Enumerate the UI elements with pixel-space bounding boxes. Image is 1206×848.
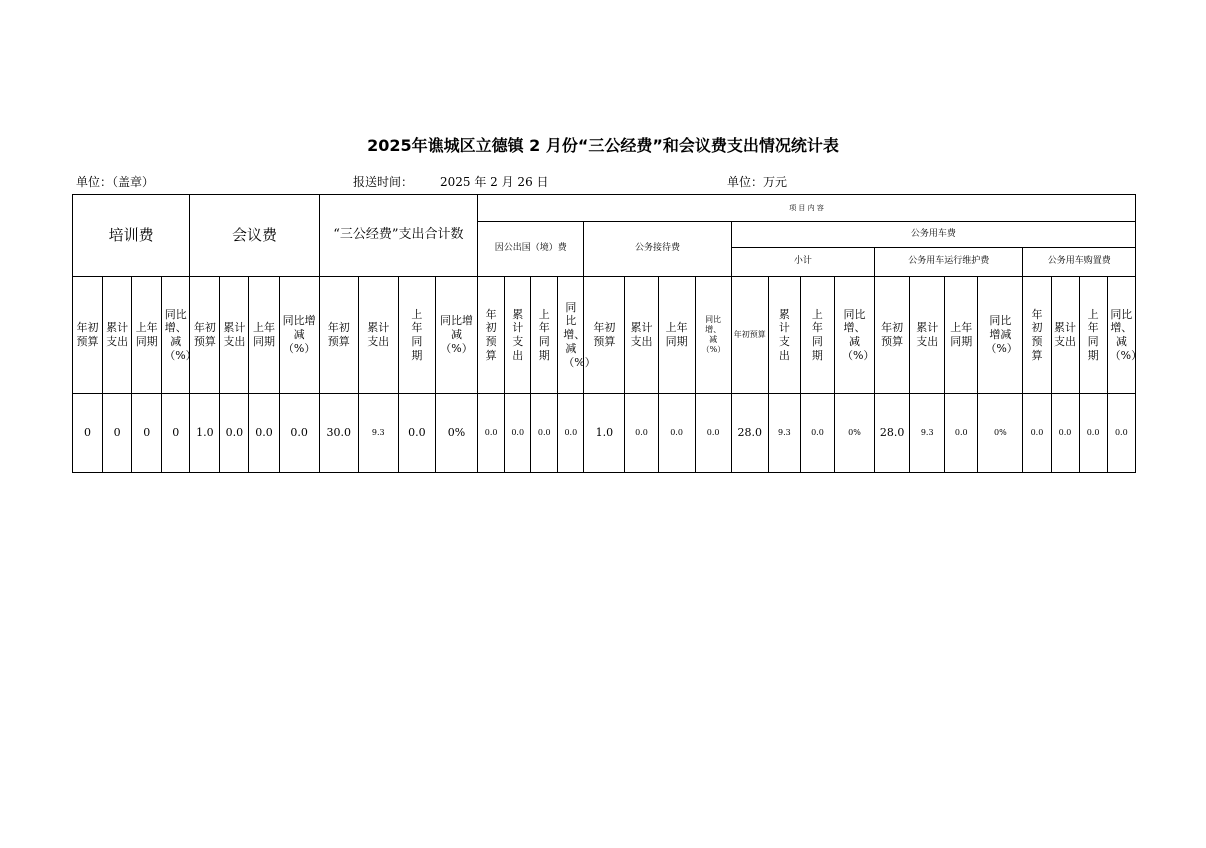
table-cell: 9.3 <box>768 394 800 473</box>
col-last-year: 上年同期 <box>398 277 435 394</box>
col-budget: 年初预算 <box>73 277 103 394</box>
table-row <box>73 394 1136 473</box>
col-yoy: 同比增、减（%） <box>162 277 190 394</box>
table-cell: 1.0 <box>190 394 220 473</box>
table-cell: 0 <box>162 394 190 473</box>
table-cell: 0 <box>132 394 162 473</box>
currency-unit-label: 单位：万元 <box>727 175 788 189</box>
col-yoy: 同比增减（%） <box>978 277 1023 394</box>
table-cell: 0.0 <box>625 394 658 473</box>
table-cell: 0.0 <box>1079 394 1107 473</box>
col-budget: 年初预算 <box>875 277 910 394</box>
table-cell: 0.0 <box>800 394 834 473</box>
header-reception: 公务接待费 <box>584 222 731 277</box>
table-cell: 0.0 <box>945 394 978 473</box>
expense-table <box>72 194 1143 473</box>
col-budget: 年初预算 <box>319 277 358 394</box>
table-cell: 0% <box>834 394 874 473</box>
col-last-year: 上年同期 <box>945 277 978 394</box>
header-meeting: 会议费 <box>190 195 319 277</box>
header-vehicle: 公务用车费 <box>731 222 1135 248</box>
table-cell: 0.0 <box>1023 394 1051 473</box>
table-cell: 1.0 <box>584 394 625 473</box>
col-budget: 年初预算 <box>478 277 505 394</box>
table-cell: 9.3 <box>910 394 945 473</box>
col-yoy: 同比增、减（%） <box>834 277 874 394</box>
col-cumulative: 累计支出 <box>103 277 132 394</box>
col-last-year: 上年同期 <box>658 277 695 394</box>
col-budget: 年初预算 <box>190 277 220 394</box>
col-yoy: 同比增减（%） <box>435 277 477 394</box>
table-cell: 0.0 <box>531 394 558 473</box>
col-cumulative: 累计支出 <box>358 277 398 394</box>
unit-label: 单位：（盖章） <box>76 175 155 189</box>
col-last-year: 上年同期 <box>800 277 834 394</box>
table-cell: 0.0 <box>695 394 731 473</box>
header-vehicle-maintenance: 公务用车运行维护费 <box>875 248 1023 277</box>
col-cumulative: 累计支出 <box>220 277 249 394</box>
table-cell: 0 <box>73 394 103 473</box>
table-cell: 0.0 <box>220 394 249 473</box>
table-cell: 0.0 <box>1051 394 1079 473</box>
table-cell: 28.0 <box>875 394 910 473</box>
table-cell: 0 <box>103 394 132 473</box>
table-cell: 0.0 <box>1107 394 1135 473</box>
header-subtotal: 小计 <box>731 248 874 277</box>
col-cumulative: 累计支出 <box>1051 277 1079 394</box>
table-cell: 28.0 <box>731 394 768 473</box>
col-yoy: 同比增减（%） <box>279 277 319 394</box>
header-abroad: 因公出国（境）费 <box>478 222 584 277</box>
table-cell: 0.0 <box>478 394 505 473</box>
col-budget: 年初预算 <box>1023 277 1051 394</box>
header-vehicle-purchase: 公务用车购置费 <box>1023 248 1136 277</box>
header-training: 培训费 <box>73 195 190 277</box>
col-last-year: 上年同期 <box>1079 277 1107 394</box>
col-cumulative: 累计支出 <box>768 277 800 394</box>
table-cell: 9.3 <box>358 394 398 473</box>
col-yoy: 同比增、减（%） <box>695 277 731 394</box>
header-project-content: 项 目 内 容 <box>478 195 1136 222</box>
table-cell: 0.0 <box>249 394 279 473</box>
col-last-year: 上年同期 <box>531 277 558 394</box>
col-cumulative: 累计支出 <box>505 277 531 394</box>
report-date: 2025 年 2 月 26 日 <box>440 175 549 189</box>
table-cell: 0% <box>435 394 477 473</box>
col-yoy: 同比增、减（%） <box>558 277 584 394</box>
table-cell: 30.0 <box>319 394 358 473</box>
col-cumulative: 累计支出 <box>910 277 945 394</box>
table-cell: 0.0 <box>658 394 695 473</box>
col-budget: 年初预算 <box>731 277 768 394</box>
col-last-year: 上年同期 <box>132 277 162 394</box>
table-cell: 0.0 <box>558 394 584 473</box>
table-cell: 0.0 <box>505 394 531 473</box>
header-sangong-total: “三公经费”支出合计数 <box>319 195 477 277</box>
table-cell: 0.0 <box>398 394 435 473</box>
col-cumulative: 累计支出 <box>625 277 658 394</box>
page-title: 2025年谯城区立德镇 2 月份“三公经费”和会议费支出情况统计表 <box>367 136 839 155</box>
col-yoy: 同比增、减（%） <box>1107 277 1135 394</box>
col-last-year: 上年同期 <box>249 277 279 394</box>
report-time-label: 报送时间： <box>353 175 414 189</box>
table-cell: 0.0 <box>279 394 319 473</box>
col-budget: 年初预算 <box>584 277 625 394</box>
table-cell: 0% <box>978 394 1023 473</box>
